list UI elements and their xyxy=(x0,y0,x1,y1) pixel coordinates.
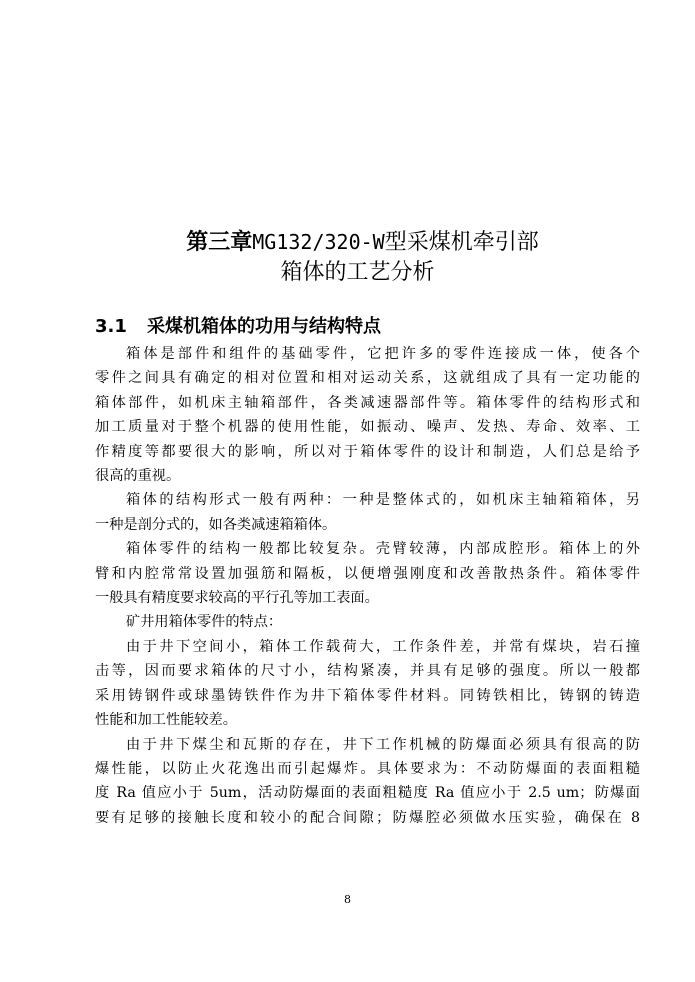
machine-model: MG132/320-W xyxy=(252,230,385,254)
paragraph-line: 由于井下空间小，箱体工作载荷大，工作条件差，并常有煤块，岩石撞 xyxy=(126,638,640,655)
paragraph-line: 很高的重视。 xyxy=(95,468,181,485)
paragraph-line: 箱体是部件和组件的基础零件，它把许多的零件连接成一体，使各个 xyxy=(126,346,640,362)
paragraph-line: 采用铸钢件或球墨铸铁件作为井下箱体零件材料。同铸铁相比，铸钢的铸造 xyxy=(95,687,640,704)
paragraph-line: 臂和内腔常常设置加强筋和隔板，以便增强刚度和改善散热条件。箱体零件 xyxy=(95,565,640,582)
paragraph-line: 要有足够的接触长度和较小的配合间隙；防爆腔必须做水压实验，确保在 8 xyxy=(95,809,640,826)
paragraph-line: 箱体零件的结构一般都比较复杂。壳臂较薄，内部成腔形。箱体上的外 xyxy=(126,541,640,558)
chapter-title-line-2: 箱体的工艺分析 xyxy=(280,260,435,285)
chapter-title-rest: 型采煤机牵引部 xyxy=(384,230,539,255)
body-text xyxy=(95,342,640,830)
paragraph-line: 箱体部件，如机床主轴箱部件，各类减速器部件等。箱体零件的结构形式和 xyxy=(95,394,640,411)
section-heading xyxy=(95,314,381,340)
page-number: 8 xyxy=(344,893,351,906)
paragraph-line: 加工质量对于整个机器的使用性能，如振动、噪声、发热、寿命、效率、工 xyxy=(95,419,640,436)
paragraph-line: 一种是剖分式的，如各类减速箱箱体。 xyxy=(95,516,337,533)
chapter-title-line-1 xyxy=(0,227,695,258)
paragraph-line: 矿井用箱体零件的特点： xyxy=(126,614,283,631)
paragraph-line: 一般具有精度要求较高的平行孔等加工表面。 xyxy=(95,590,379,607)
paragraph-line: 爆性能，以防止火花逸出而引起爆炸。具体要求为：不动防爆面的表面粗糙 xyxy=(95,760,640,777)
paragraph-line: 性能和加工性能较差。 xyxy=(95,712,237,729)
section-number: 3.1 xyxy=(95,316,127,337)
chapter-title xyxy=(0,227,695,288)
paragraph-line: 击等，因而要求箱体的尺寸小，结构紧凑，并具有足够的强度。所以一般都 xyxy=(95,663,640,680)
section-title: 采煤机箱体的功用与结构特点 xyxy=(147,316,381,337)
paragraph-line: 作精度等都要很大的影响，所以对于箱体零件的设计和制造，人们总是给予 xyxy=(95,443,640,460)
paragraph-line: 箱体的结构形式一般有两种：一种是整体式的，如机床主轴箱箱体，另 xyxy=(126,492,640,509)
chapter-label: 第三章 xyxy=(186,230,253,255)
paragraph-line: 由于井下煤尘和瓦斯的存在，井下工作机械的防爆面必须具有很高的防 xyxy=(126,736,640,753)
paragraph-line: 零件之间具有确定的相对位置和相对运动关系，这就组成了具有一定功能的 xyxy=(95,370,640,387)
paragraph-line: 度 Ra 值应小于 5um，活动防爆面的表面粗糙度 Ra 值应小于 2.5 um；防爆面 xyxy=(95,785,640,802)
